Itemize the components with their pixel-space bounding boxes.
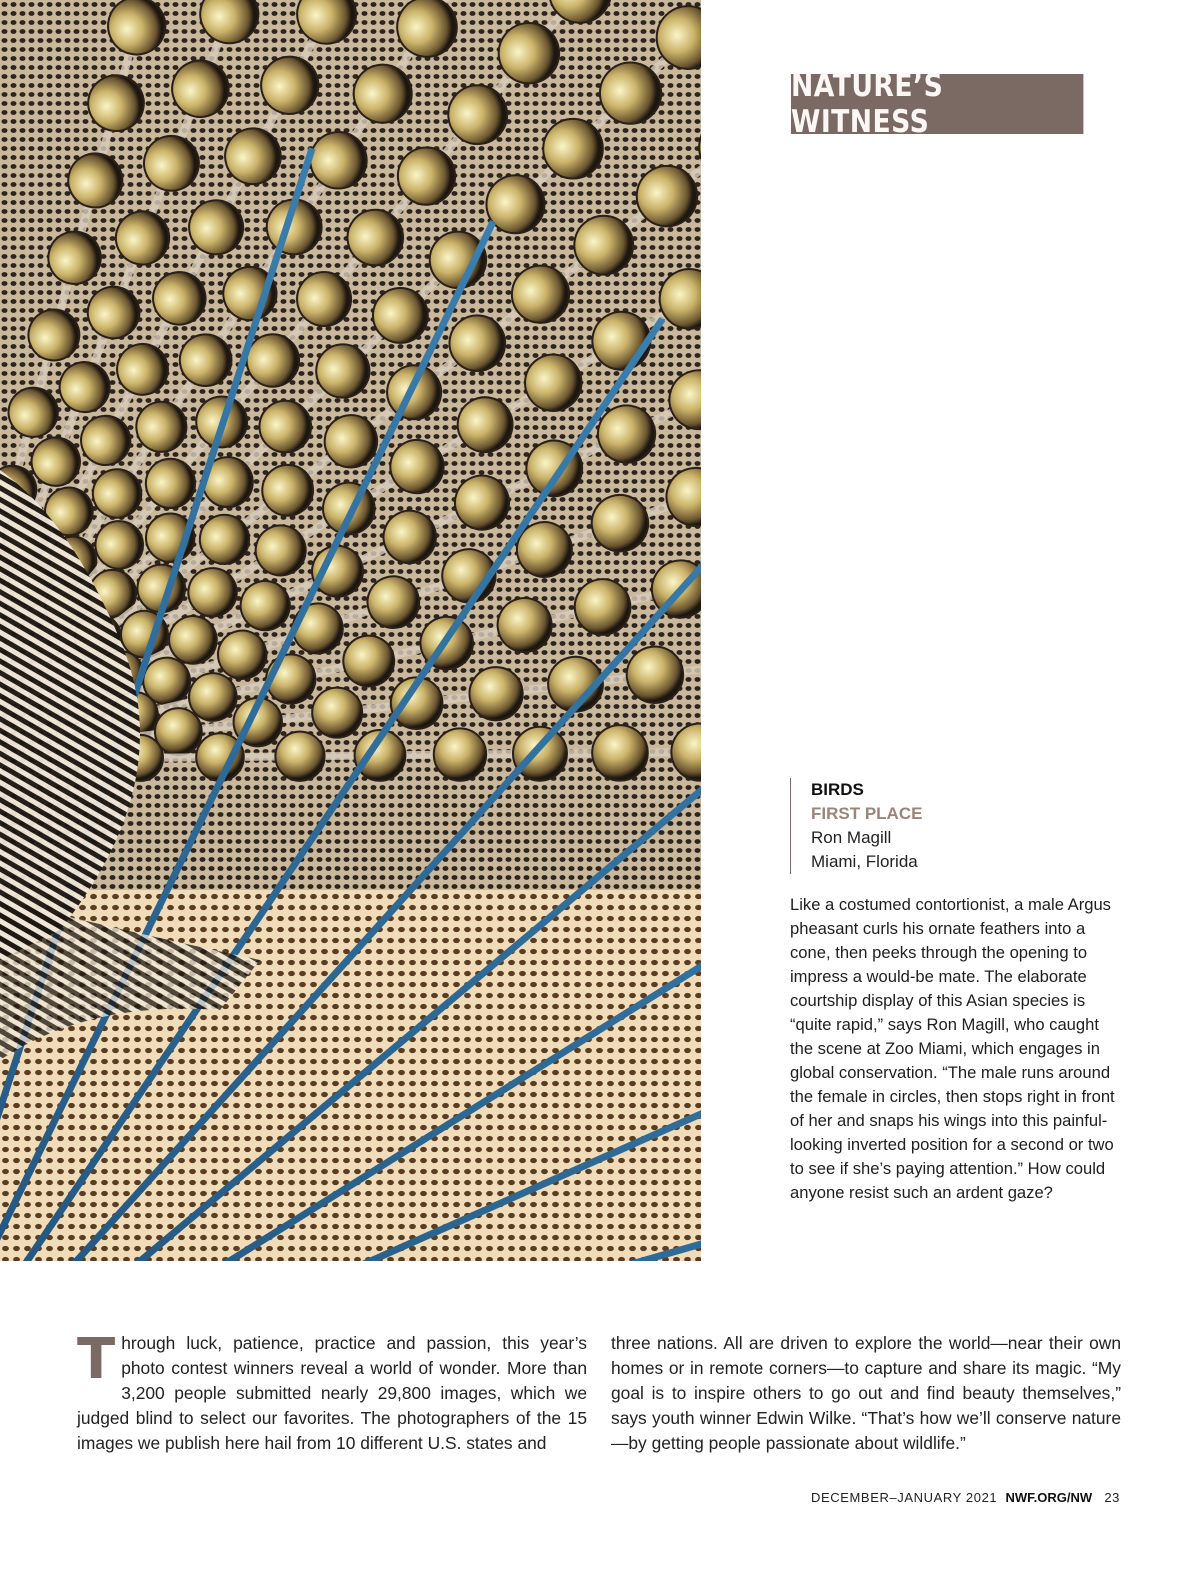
body-column-1	[77, 1327, 587, 1456]
website-link[interactable]: NWF.ORG/NW	[1005, 1490, 1093, 1505]
section-tag: NATURE’S WITNESS	[791, 74, 1083, 134]
argus-pheasant-photo	[0, 0, 701, 1261]
body-column-2: three nations. All are driven to explore the world—near their own homes or in remote corners—to capture and share its magic. “My goal is to inspire others to go out and find beauty themselves,” says youth winner Edwin Wilke. “That’s how we’ll conserve nature—by getting people passionate about wildlife.”	[611, 1333, 1121, 1453]
placement-label: FIRST PLACE	[811, 804, 923, 823]
photographer-location: Miami, Florida	[811, 852, 918, 871]
page-number: 23	[1104, 1490, 1120, 1505]
photographer-name: Ron Magill	[811, 828, 892, 847]
category-label: BIRDS	[811, 780, 864, 799]
issue-date: DECEMBER–JANUARY 2021	[810, 1490, 998, 1505]
page-footer	[811, 1490, 1120, 1505]
photo-caption: Like a costumed contortionist, a male Argus pheasant curls his ornate feathers into a cone, then peeks through the opening to impress a would-be mate. The elaborate courtship display of this Asian species is “quite rapid,” says Ron Magill, who caught the scene at Zoo Miami, which engages in global conservation. “The male runs around the female in circles, then stops right in front of her and snaps his wings into this painful-looking inverted position for a second or two to see if she’s paying attention.” How could anyone resist such an ardent gaze?	[790, 895, 1115, 1202]
drop-cap: T	[77, 1327, 116, 1392]
body-text-1: hrough luck, patience, practice and passion, this year’s photo contest winners reveal a world of wonder. More than 3,200 people submitted nearly 29,800 images, which we judged blind to select our favorites. The photographers of the 15 images we publish here hail from 10 different U.S. states and	[77, 1333, 587, 1453]
photo-credit	[790, 778, 922, 874]
